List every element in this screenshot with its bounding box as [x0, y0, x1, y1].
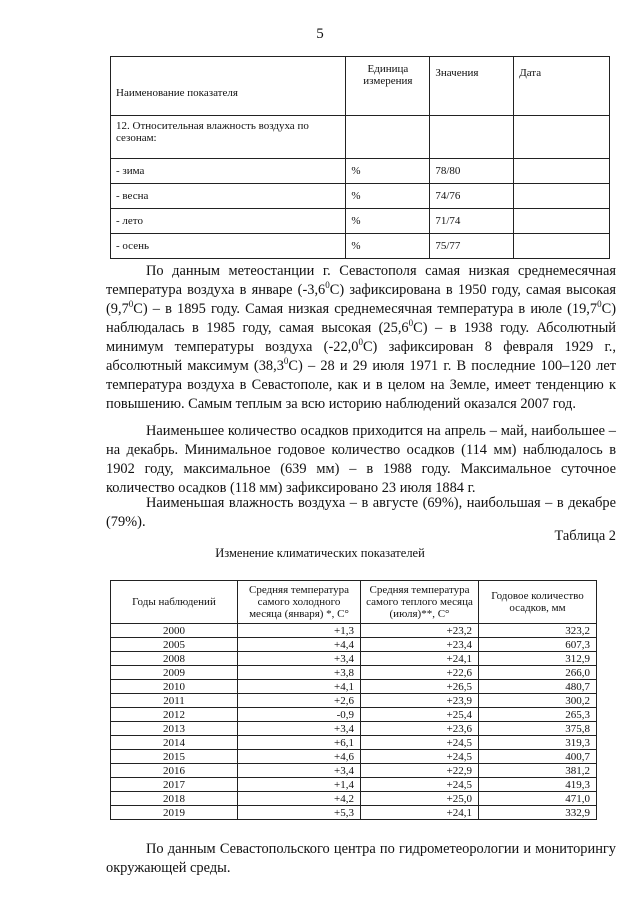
year-cell: 2014: [111, 736, 238, 750]
table-row: [111, 234, 610, 259]
season-name: - весна: [111, 184, 346, 209]
season-unit: %: [346, 209, 430, 234]
year-cell: 2008: [111, 652, 238, 666]
table-row: [111, 624, 597, 638]
year-cell: 2015: [111, 750, 238, 764]
year-cell: 2013: [111, 722, 238, 736]
jul-temp-cell: +22,6: [361, 666, 479, 680]
table-row: [111, 159, 610, 184]
header-values: Значения: [430, 57, 514, 116]
season-unit: %: [346, 234, 430, 259]
jul-temp-cell: +24,5: [361, 778, 479, 792]
year-cell: 2011: [111, 694, 238, 708]
year-cell: 2010: [111, 680, 238, 694]
year-cell: 2019: [111, 806, 238, 820]
precip-cell: 266,0: [479, 666, 597, 680]
jul-temp-cell: +23,6: [361, 722, 479, 736]
season-value: 75/77: [430, 234, 514, 259]
year-cell: 2000: [111, 624, 238, 638]
page-number: 5: [316, 26, 324, 42]
precip-cell: 319,3: [479, 736, 597, 750]
table-header-row: [111, 57, 610, 116]
climate-table: [110, 580, 597, 820]
table-row: [111, 708, 597, 722]
table-row: [111, 680, 597, 694]
jan-temp-cell: +1,3: [238, 624, 361, 638]
table-row: [111, 750, 597, 764]
precip-cell: 381,2: [479, 764, 597, 778]
climate-table-body: [111, 624, 597, 820]
table-header-row: [111, 581, 597, 624]
precip-cell: 265,3: [479, 708, 597, 722]
precip-cell: 323,2: [479, 624, 597, 638]
header-years: Годы наблюдений: [111, 581, 238, 624]
paragraph-precipitation: Наименьшее количество осадков приходится на апрель – май, наибольшее – на декабрь. Минимальное годовое количество осадков (114 мм) наблюдалось в 1902 году, максимальное (639 мм) – в 1988 году. Максимальное суточное количество осадков (118 мм) зафиксировано 23 июля 1884 г.: [106, 423, 616, 496]
precip-cell: 471,0: [479, 792, 597, 806]
table-row: [111, 806, 597, 820]
table-row: [111, 792, 597, 806]
table-row: [111, 736, 597, 750]
table-row: [111, 722, 597, 736]
jan-temp-cell: +4,2: [238, 792, 361, 806]
paragraph-temperature: [106, 262, 616, 414]
header-jul-temp: Средняя температура самого теплого месяца (июля)**, С°: [361, 581, 479, 624]
year-cell: 2017: [111, 778, 238, 792]
table-group-row: [111, 116, 610, 159]
year-cell: 2009: [111, 666, 238, 680]
season-unit: %: [346, 184, 430, 209]
table-row: [111, 652, 597, 666]
precip-cell: 607,3: [479, 638, 597, 652]
header-precip: Годовое количество осадков, мм: [479, 581, 597, 624]
jan-temp-cell: +4,1: [238, 680, 361, 694]
year-cell: 2018: [111, 792, 238, 806]
jan-temp-cell: +5,3: [238, 806, 361, 820]
season-value: 74/76: [430, 184, 514, 209]
jul-temp-cell: +26,5: [361, 680, 479, 694]
header-indicator: Наименование показателя: [111, 57, 346, 116]
jul-temp-cell: +23,4: [361, 638, 479, 652]
precip-cell: 375,8: [479, 722, 597, 736]
table-row: [111, 764, 597, 778]
jan-temp-cell: +3,4: [238, 652, 361, 666]
jan-temp-cell: +6,1: [238, 736, 361, 750]
season-date: [514, 234, 610, 259]
jul-temp-cell: +24,5: [361, 750, 479, 764]
jul-temp-cell: +25,4: [361, 708, 479, 722]
jan-temp-cell: +1,4: [238, 778, 361, 792]
jul-temp-cell: +25,0: [361, 792, 479, 806]
precip-cell: 480,7: [479, 680, 597, 694]
season-value: 71/74: [430, 209, 514, 234]
precip-cell: 300,2: [479, 694, 597, 708]
year-cell: 2016: [111, 764, 238, 778]
precip-cell: 419,3: [479, 778, 597, 792]
jul-temp-cell: +22,9: [361, 764, 479, 778]
jan-temp-cell: +3,4: [238, 764, 361, 778]
jan-temp-cell: -0,9: [238, 708, 361, 722]
table-row: [111, 666, 597, 680]
season-date: [514, 209, 610, 234]
group-label: 12. Относительная влажность воздуха по сезонам:: [111, 116, 346, 159]
precip-cell: 312,9: [479, 652, 597, 666]
year-cell: 2012: [111, 708, 238, 722]
season-date: [514, 184, 610, 209]
jan-temp-cell: +4,6: [238, 750, 361, 764]
jan-temp-cell: +3,8: [238, 666, 361, 680]
p1-lead: По данным метеостанции г. Севастополя самая низкая среднемесячная температура воздуха в январе $(-3,6^0С)$ зафиксирована в 1950 году, самая высокая $(9,7^0С)$ – в 1895 году. Самая низкая среднемесячная температура в июле (19,7$^0$С) наблюдалась в 1985 году, самая высокая (25,6$^0$С) – в 1938 году. Абсолютный минимум температуры воздуха (-22,0$^0$С) зафиксирован 8 февраля 1929 г., абсолютный максимум (38,3$^0$С) – 28 и 29 июля 1971 г. В последние 100–120 лет температура воздуха в Севастополе, как и в целом на Земле, имеет тенденцию к повышению. Самым теплым за всю историю наблюдений оказался 2007 год.: [106, 263, 616, 412]
jul-temp-cell: +23,9: [361, 694, 479, 708]
season-name: - лето: [111, 209, 346, 234]
humidity-table: [110, 56, 610, 259]
table-row: [111, 209, 610, 234]
header-jan-temp: Средняя температура самого холодного месяца (января) *, С°: [238, 581, 361, 624]
paragraph-source: По данным Севастопольского центра по гидрометеорологии и мониторингу окружающей среды.: [106, 841, 616, 876]
table-caption: Таблица 2: [554, 528, 616, 544]
jul-temp-cell: +23,2: [361, 624, 479, 638]
jul-temp-cell: +24,5: [361, 736, 479, 750]
header-unit: Единица измерения: [346, 57, 430, 116]
table-row: [111, 184, 610, 209]
table-row: [111, 638, 597, 652]
precip-cell: 400,7: [479, 750, 597, 764]
jan-temp-cell: +3,4: [238, 722, 361, 736]
jul-temp-cell: +24,1: [361, 806, 479, 820]
table-title: Изменение климатических показателей: [215, 546, 425, 560]
table-row: [111, 778, 597, 792]
jan-temp-cell: +4,4: [238, 638, 361, 652]
season-name: - зима: [111, 159, 346, 184]
season-unit: %: [346, 159, 430, 184]
jan-temp-cell: +2,6: [238, 694, 361, 708]
precip-cell: 332,9: [479, 806, 597, 820]
season-value: 78/80: [430, 159, 514, 184]
season-name: - осень: [111, 234, 346, 259]
paragraph-humidity: Наименьшая влажность воздуха – в августе (69%), наибольшая – в декабре (79%).: [106, 495, 616, 530]
table-row: [111, 694, 597, 708]
header-date: Дата: [514, 57, 610, 116]
jul-temp-cell: +24,1: [361, 652, 479, 666]
year-cell: 2005: [111, 638, 238, 652]
season-date: [514, 159, 610, 184]
